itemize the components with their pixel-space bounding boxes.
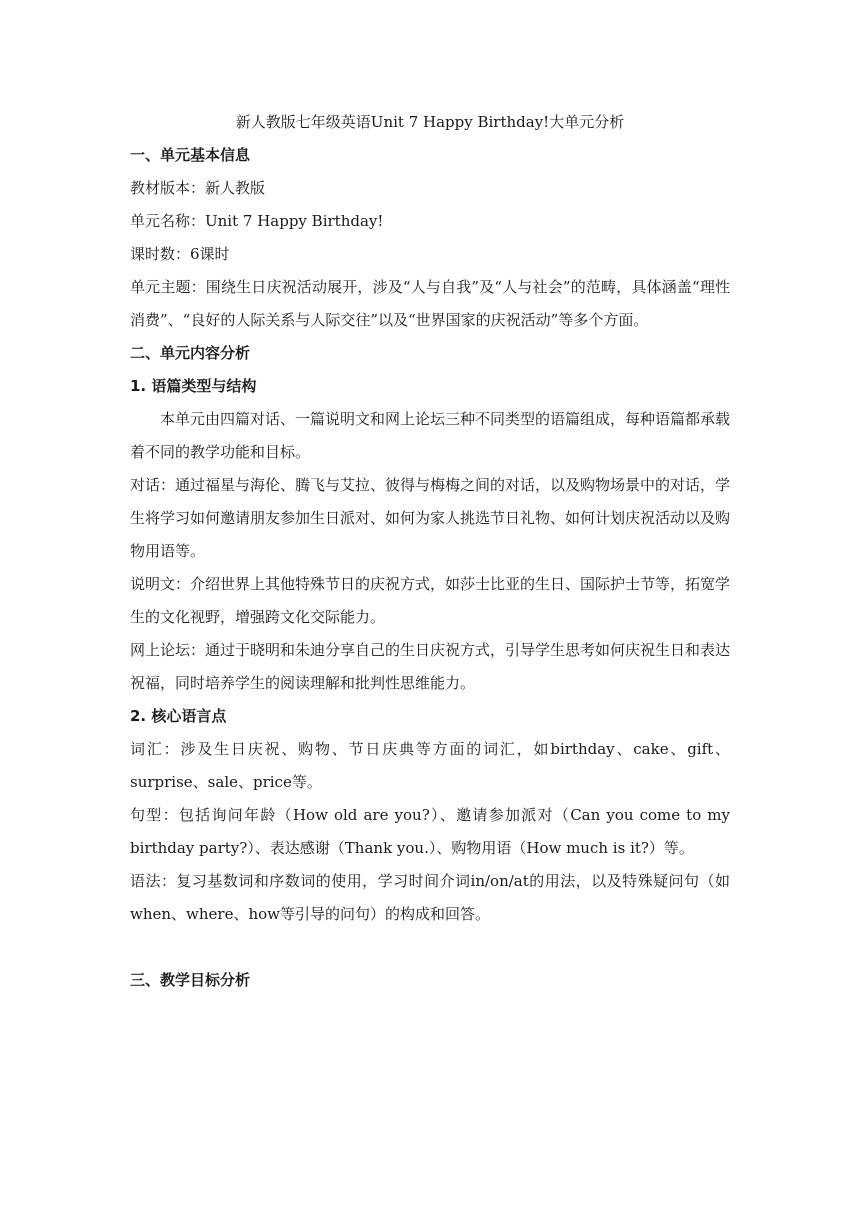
dialogue-paragraph: 对话：通过福星与海伦、腾飞与艾拉、彼得与梅梅之间的对话，以及购物场景中的对话，学生将学习如何邀请朋友参加生日派对、如何为家人挑选节日礼物、如何计划庆祝活动以及购物用语等。 — [130, 476, 731, 560]
document-title: 新人教版七年级英语Unit 7 Happy Birthday!大单元分析 — [235, 113, 625, 131]
textbook-edition: 教材版本：新人教版 — [130, 179, 266, 197]
section-heading-basic-info: 一、单元基本信息 — [130, 146, 251, 164]
unit-theme: 单元主题：围绕生日庆祝活动展开，涉及“人与自我”及“人与社会”的范畴，具体涵盖“理性消费”、“良好的人际关系与人际交往”以及“世界国家的庆祝活动”等多个方面。 — [130, 278, 730, 329]
forum-paragraph: 网上论坛：通过于晓明和朱迪分享自己的生日庆祝方式，引导学生思考如何庆祝生日和表达祝福，同时培养学生的阅读理解和批判性思维能力。 — [130, 641, 731, 692]
text-types-intro: 本单元由四篇对话、一篇说明文和网上论坛三种不同类型的语篇组成，每种语篇都承载着不同的教学功能和目标。 — [130, 410, 731, 461]
lesson-count: 课时数：6课时 — [130, 245, 230, 263]
expository-paragraph: 说明文：介绍世界上其他特殊节日的庆祝方式，如莎士比亚的生日、国际护士节等，拓宽学生的文化视野，增强跨文化交际能力。 — [130, 575, 731, 626]
vocabulary-paragraph: 词汇：涉及生日庆祝、购物、节日庆典等方面的词汇，如birthday、cake、gift、surprise、sale、price等。 — [130, 740, 730, 791]
sentence-patterns-paragraph: 句型：包括询问年龄（How old are you?）、邀请参加派对（Can you come to my birthday party?）、表达感谢（Thank you.）、购物用语（How much is it?）等。 — [130, 806, 730, 857]
blank-line — [130, 931, 730, 964]
section-heading-content-analysis: 二、单元内容分析 — [130, 344, 251, 362]
unit-name: 单元名称：Unit 7 Happy Birthday! — [130, 212, 384, 230]
subsection-heading-text-types: 1. 语篇类型与结构 — [130, 377, 257, 395]
subsection-heading-core-language: 2. 核心语言点 — [130, 707, 227, 725]
grammar-paragraph: 语法：复习基数词和序数词的使用，学习时间介词in/on/at的用法，以及特殊疑问句（如when、where、how等引导的问句）的构成和回答。 — [130, 872, 730, 923]
document-page — [130, 106, 730, 997]
section-heading-teaching-goals: 三、教学目标分析 — [130, 971, 251, 989]
